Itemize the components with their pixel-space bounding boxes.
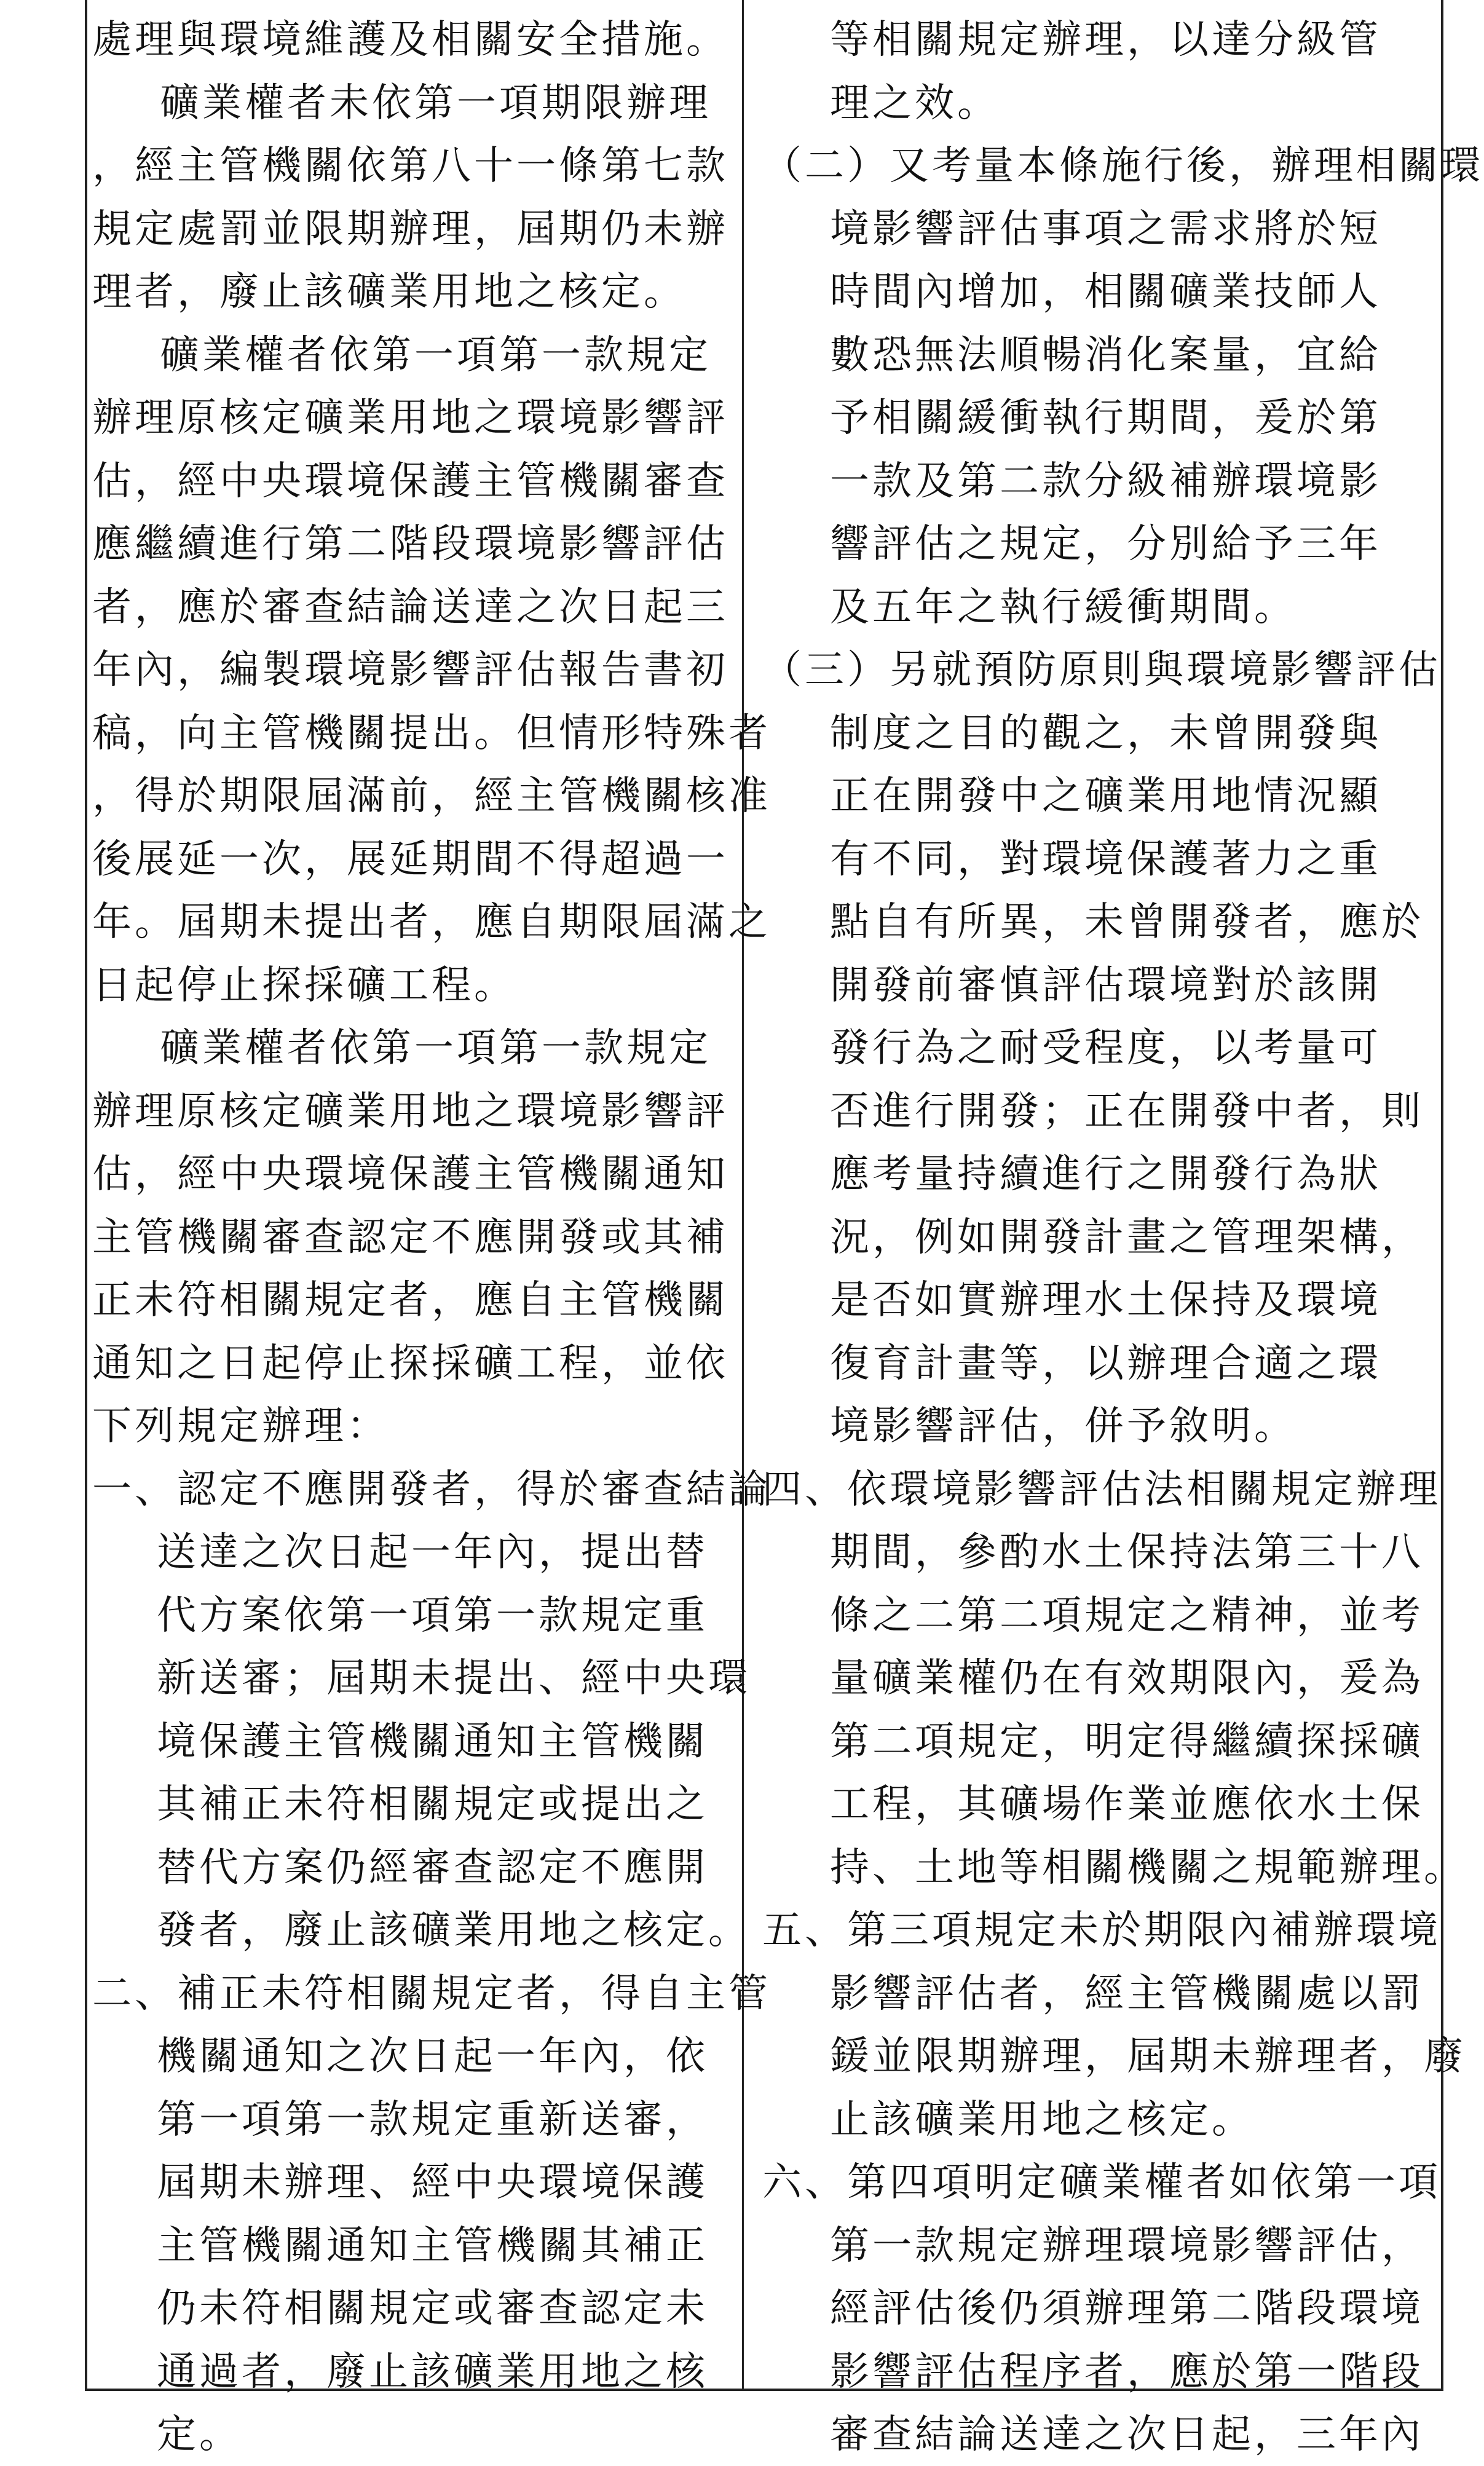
left-column-text-line: 年內，編製環境影響評估報告書初 <box>92 647 728 693</box>
right-column-text-line: 鍰並限期辦理，屆期未辦理者，廢 <box>830 2034 1466 2079</box>
right-column-text-line: （二）又考量本條施行後，辦理相關環 <box>762 143 1483 189</box>
right-column-text-line: 影響評估者，經主管機關處以罰 <box>830 1970 1424 2017</box>
left-column-text-line: 礦業權者依第一項第一款規定 <box>160 332 711 378</box>
left-column-text-line: ，經主管機關依第八十一條第七款 <box>92 143 728 189</box>
right-column-text-line: 條之二第二項規定之精神，並考 <box>830 1592 1424 1638</box>
right-column-text-line: 工程，其礦場作業並應依水土保 <box>830 1782 1424 1827</box>
left-column-text-line: 替代方案仍經審查認定不應開 <box>157 1844 708 1891</box>
left-column-text-line: ，得於期限屆滿前，經主管機關核准 <box>92 773 771 819</box>
left-column-text-line: 二、補正未符相關規定者，得自主管 <box>92 1970 771 2017</box>
right-column-text-line: 發行為之耐受程度，以考量可 <box>830 1026 1381 1071</box>
left-column-text-line: 辦理原核定礦業用地之環境影響評 <box>92 1088 728 1134</box>
left-column-text-line: 礦業權者依第一項第一款規定 <box>160 1026 711 1071</box>
right-column-text-line: 影響評估程序者，應於第一階段 <box>830 2349 1424 2395</box>
right-column-text-line: 況，例如開發計畫之管理架構， <box>830 1214 1424 1260</box>
right-column-text-line: 理之效。 <box>830 80 1000 126</box>
left-column-text-line: 新送審；屆期未提出、經中央環 <box>157 1656 751 1701</box>
left-column-text-line: 下列規定辦理： <box>92 1404 389 1449</box>
right-column-text-line: 予相關緩衝執行期間，爰於第 <box>830 395 1381 441</box>
left-column-text-line: 規定處罰並限期辦理，屆期仍未辦 <box>92 206 728 252</box>
right-column-text-line: 量礦業權仍在有效期限內，爰為 <box>830 1656 1424 1701</box>
right-column-text-line: 有不同，對環境保護著力之重 <box>830 836 1381 882</box>
left-column-text-line: 一、認定不應開發者，得於審查結論 <box>92 1466 771 1512</box>
right-column-text-line: 止該礦業用地之核定。 <box>830 2096 1254 2143</box>
right-column-text-line: 第一款規定辦理環境影響評估， <box>830 2223 1424 2269</box>
left-column-text-line: 仍未符相關規定或審查認定未 <box>157 2286 708 2331</box>
right-column-text-line: 應考量持續進行之開發行為狀 <box>830 1152 1381 1197</box>
left-column-text-line: 通過者，廢止該礦業用地之核 <box>157 2349 708 2395</box>
right-column-text-line: （三）另就預防原則與環境影響評估 <box>762 647 1441 693</box>
column-divider <box>742 0 744 2389</box>
left-column-text-line: 代方案依第一項第一款規定重 <box>157 1592 708 1638</box>
left-column-text-line: 處理與環境維護及相關安全措施。 <box>92 17 728 63</box>
left-column-text-line: 主管機關通知主管機關其補正 <box>157 2223 708 2269</box>
left-column-text-line: 估，經中央環境保護主管機關審查 <box>92 458 728 504</box>
right-column-text-line: 時間內增加，相關礦業技師人 <box>830 269 1381 315</box>
right-column-text-line: 響評估之規定，分別給予三年 <box>830 521 1381 567</box>
left-column-text-line: 礦業權者未依第一項期限辦理 <box>160 80 711 126</box>
left-column-text-line: 正未符相關規定者，應自主管機關 <box>92 1278 728 1323</box>
right-column-text-line: 點自有所異，未曾開發者，應於 <box>830 899 1424 945</box>
left-column-text-line: 通知之日起停止探採礦工程，並依 <box>92 1340 728 1386</box>
left-column-text-line: 估，經中央環境保護主管機關通知 <box>92 1152 728 1197</box>
right-column-text-line: 四、依環境影響評估法相關規定辦理 <box>762 1466 1441 1512</box>
left-column-text-line: 境保護主管機關通知主管機關 <box>157 1718 708 1765</box>
left-column-text-line: 其補正未符相關規定或提出之 <box>157 1782 708 1827</box>
left-column-text-line: 稿，向主管機關提出。但情形特殊者 <box>92 710 771 756</box>
right-column-text-line: 開發前審慎評估環境對於該開 <box>830 962 1381 1008</box>
right-column-text-line: 制度之目的觀之，未曾開發與 <box>830 710 1381 756</box>
right-column-text-line: 復育計畫等，以辦理合適之環 <box>830 1340 1381 1386</box>
right-column-text-line: 及五年之執行緩衝期間。 <box>830 584 1297 630</box>
right-column-text-line: 是否如實辦理水土保持及環境 <box>830 1278 1381 1323</box>
left-column-text-line: 送達之次日起一年內，提出替 <box>157 1530 708 1575</box>
right-column-text-line: 第二項規定，明定得繼續探採礦 <box>830 1718 1424 1765</box>
right-column-text-line: 持、土地等相關機關之規範辦理。 <box>830 1844 1466 1891</box>
right-column-text-line: 否進行開發；正在開發中者，則 <box>830 1088 1424 1134</box>
left-column-text-line: 理者，廢止該礦業用地之核定。 <box>92 269 686 315</box>
left-column-text-line: 應繼續進行第二階段環境影響評估 <box>92 521 728 567</box>
left-column-text-line: 定。 <box>157 2412 242 2457</box>
left-column-text-line: 後展延一次，展延期間不得超過一 <box>92 836 728 882</box>
left-column-text-line: 者，應於審查結論送達之次日起三 <box>92 584 728 630</box>
right-column-text-line: 期間，參酌水土保持法第三十八 <box>830 1530 1424 1575</box>
left-column-text-line: 年。屆期未提出者，應自期限屆滿之 <box>92 899 771 945</box>
right-column-text-line: 境影響評估，併予敘明。 <box>830 1404 1297 1449</box>
right-column-text-line: 境影響評估事項之需求將於短 <box>830 206 1381 252</box>
right-column-text-line: 等相關規定辦理，以達分級管 <box>830 17 1381 63</box>
right-column-text-line: 五、第三項規定未於期限內補辦環境 <box>762 1908 1441 1953</box>
right-column-text-line: 六、第四項明定礦業權者如依第一項 <box>762 2160 1441 2205</box>
right-column-text-line: 一款及第二款分級補辦環境影 <box>830 458 1381 504</box>
left-column-text-line: 發者，廢止該礦業用地之核定。 <box>157 1908 751 1953</box>
right-column-text-line: 經評估後仍須辦理第二階段環境 <box>830 2286 1424 2331</box>
left-column-text-line: 日起停止探採礦工程。 <box>92 962 516 1008</box>
left-column-text-line: 第一項第一款規定重新送審， <box>157 2096 708 2143</box>
right-column-text-line: 數恐無法順暢消化案量，宜給 <box>830 332 1381 378</box>
left-column-text-line: 屆期未辦理、經中央環境保護 <box>157 2160 708 2205</box>
right-column-text-line: 正在開發中之礦業用地情況顯 <box>830 773 1381 819</box>
left-column-text-line: 辦理原核定礦業用地之環境影響評 <box>92 395 728 441</box>
left-column-text-line: 主管機關審查認定不應開發或其補 <box>92 1214 728 1260</box>
left-column-text-line: 機關通知之次日起一年內，依 <box>157 2034 708 2079</box>
right-column-text-line: 審查結論送達之次日起，三年內 <box>830 2412 1424 2457</box>
